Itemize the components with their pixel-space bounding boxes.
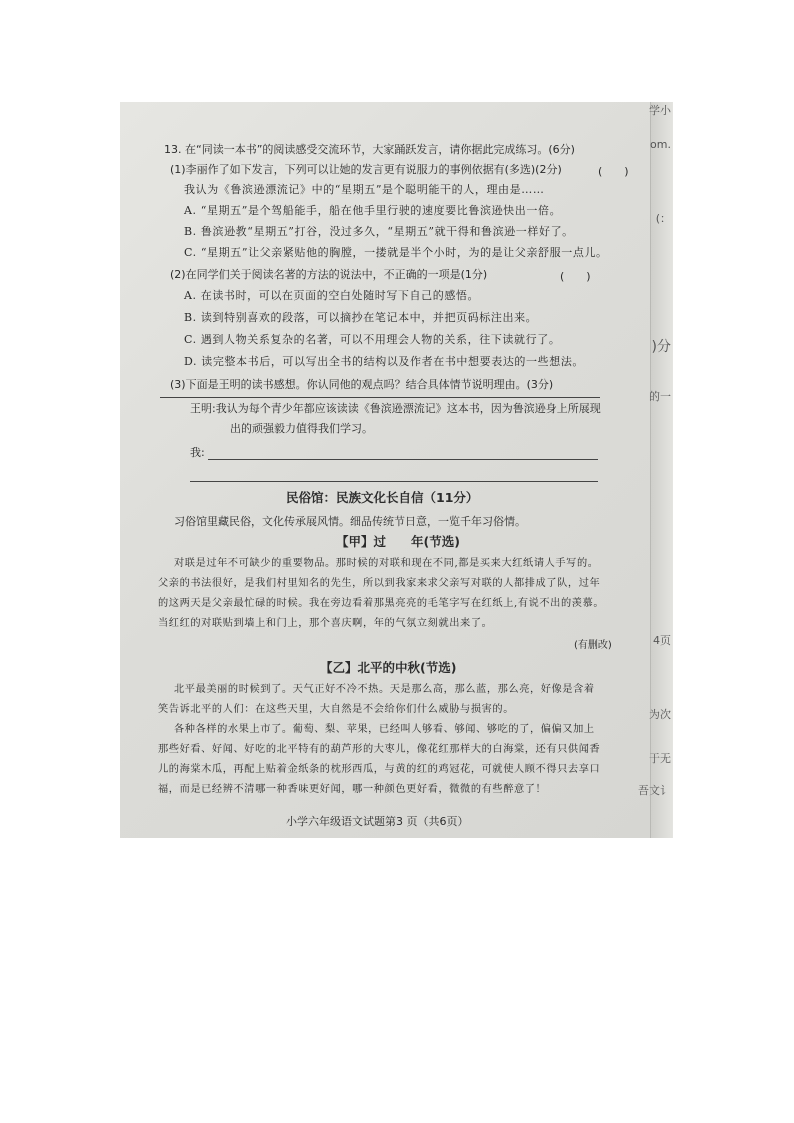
adjacent-fragment: 的一	[649, 390, 671, 403]
page-footer: 小学六年级语文试题第3 页（共6页）	[286, 815, 469, 828]
adjacent-page-edge	[638, 102, 673, 838]
adjacent-fragment: 为次	[649, 708, 671, 721]
option-1b: B. 鲁滨逊教“星期五”打谷，没过多久，“星期五”就干得和鲁滨逊一样好了。	[184, 225, 574, 238]
adjacent-fragment: om.	[650, 138, 671, 151]
question-13-2-prompt: (2)在同学们关于阅读名著的方法的说法中，不正确的一项是(1分)	[170, 268, 488, 281]
section-intro: 习俗馆里藏民俗，文化传承展风情。细品传统节日意，一览千年习俗情。	[174, 515, 526, 528]
wang-ming-quote-line1: 王明:我认为每个青少年都应该读读《鲁滨逊漂流记》这本书，因为鲁滨逊身上所展现	[190, 402, 601, 415]
adjacent-fragment: 学小	[649, 104, 671, 117]
lili-speech: 我认为《鲁滨逊漂流记》中的“星期五”是个聪明能干的人，理由是……	[184, 183, 545, 196]
passage-b-line: 北平最美丽的时候到了。天气正好不冷不热。天是那么高，那么蓝，那么亮，好像是含着	[174, 684, 595, 695]
question-13-3-prompt: (3)下面是王明的读书感想。你认同他的观点吗？结合具体情节说明理由。(3分)	[170, 378, 554, 391]
passage-b-line: 福，而是已经辨不清哪一种香味更好闻，哪一种颜色更好看，微微的有些醉意了！	[158, 784, 547, 795]
quote-top-rule	[160, 397, 600, 398]
passage-b-line: 儿的海棠木瓜，再配上贴着金纸条的枕形西瓜，与黄的红的鸡冠花，可就使人顾不得只去享口	[158, 764, 601, 775]
passage-a-line: 对联是过年不可缺少的重要物品。那时候的对联和现在不同,都是买来大红纸请人手写的。	[174, 558, 599, 569]
me-answer-line[interactable]	[208, 459, 598, 460]
option-2d: D. 读完整本书后，可以写出全书的结构以及作者在书中想要表达的一些想法。	[184, 355, 585, 368]
wang-ming-quote-line2: 出的顽强毅力值得我们学习。	[230, 422, 373, 435]
passage-b-title: 【乙】北平的中秋(节选)	[320, 660, 457, 675]
passage-b-line: 笑告诉北平的人们：在这些天里，大自然是不会给你们什么威胁与损害的。	[158, 704, 514, 715]
adjacent-fragment: )分	[651, 339, 671, 355]
adjacent-fragment: 吾文讠	[638, 784, 671, 797]
adjacent-fragment: 于无	[649, 752, 671, 765]
adjacent-fragment: 4页	[653, 634, 671, 647]
passage-a-note: (有删改)	[574, 640, 612, 651]
option-2a: A. 在读书时，可以在页面的空白处随时写下自己的感悟。	[184, 289, 480, 302]
adjacent-fragment: (：	[655, 212, 671, 225]
section-title: 民俗馆：民族文化长自信（11分）	[286, 490, 479, 505]
passage-a-line: 当红红的对联贴到墙上和门上，那个喜庆啊，年的气氛立刻就出来了。	[158, 618, 493, 629]
option-1c: C. “星期五”让父亲紧贴他的胸膛，一搂就是半个小时，为的是让父亲舒服一点儿。	[184, 246, 608, 259]
passage-a-title: 【甲】过 年(节选)	[336, 534, 460, 549]
passage-a-line: 父亲的书法很好，是我们村里知名的先生，所以到我家来求父亲写对联的人都排成了队，过年	[158, 578, 601, 589]
answer-line-2[interactable]	[190, 481, 598, 482]
question-13-1-prompt: (1)李丽作了如下发言，下列可以让她的发言更有说服力的事例依据有(多选)(2分)	[170, 163, 562, 176]
option-2c: C. 遇到人物关系复杂的名著，可以不用理会人物的关系，往下读就行了。	[184, 333, 561, 346]
me-answer-label: 我:	[190, 446, 205, 459]
passage-b-line: 那些好看、好闻、好吃的北平特有的葫芦形的大枣儿，像花红那样大的白海棠，还有只供闻香	[158, 744, 601, 755]
option-2b: B. 读到特别喜欢的段落，可以摘抄在笔记本中，并把页码标注出来。	[184, 311, 538, 324]
answer-blank-2[interactable]: ( )	[560, 270, 591, 283]
passage-b-line: 各种各样的水果上市了。葡萄、梨、苹果，已经叫人够看、够闻、够吃的了，偏偏又加上	[174, 724, 595, 735]
passage-a-line: 的这两天是父亲最忙碌的时候。我在旁边看着那黑亮亮的毛笔字写在红纸上,有说不出的羡慕。	[158, 598, 605, 609]
option-1a: A. “星期五”是个驾船能手，船在他手里行驶的速度要比鲁滨逊快出一倍。	[184, 204, 562, 217]
question-13-stem: 13. 在“同读一本书”的阅读感受交流环节，大家踊跃发言，请你据此完成练习。(6分)	[164, 143, 575, 156]
answer-blank-1[interactable]: ( )	[598, 165, 629, 178]
photographed-exam-page	[120, 102, 673, 838]
